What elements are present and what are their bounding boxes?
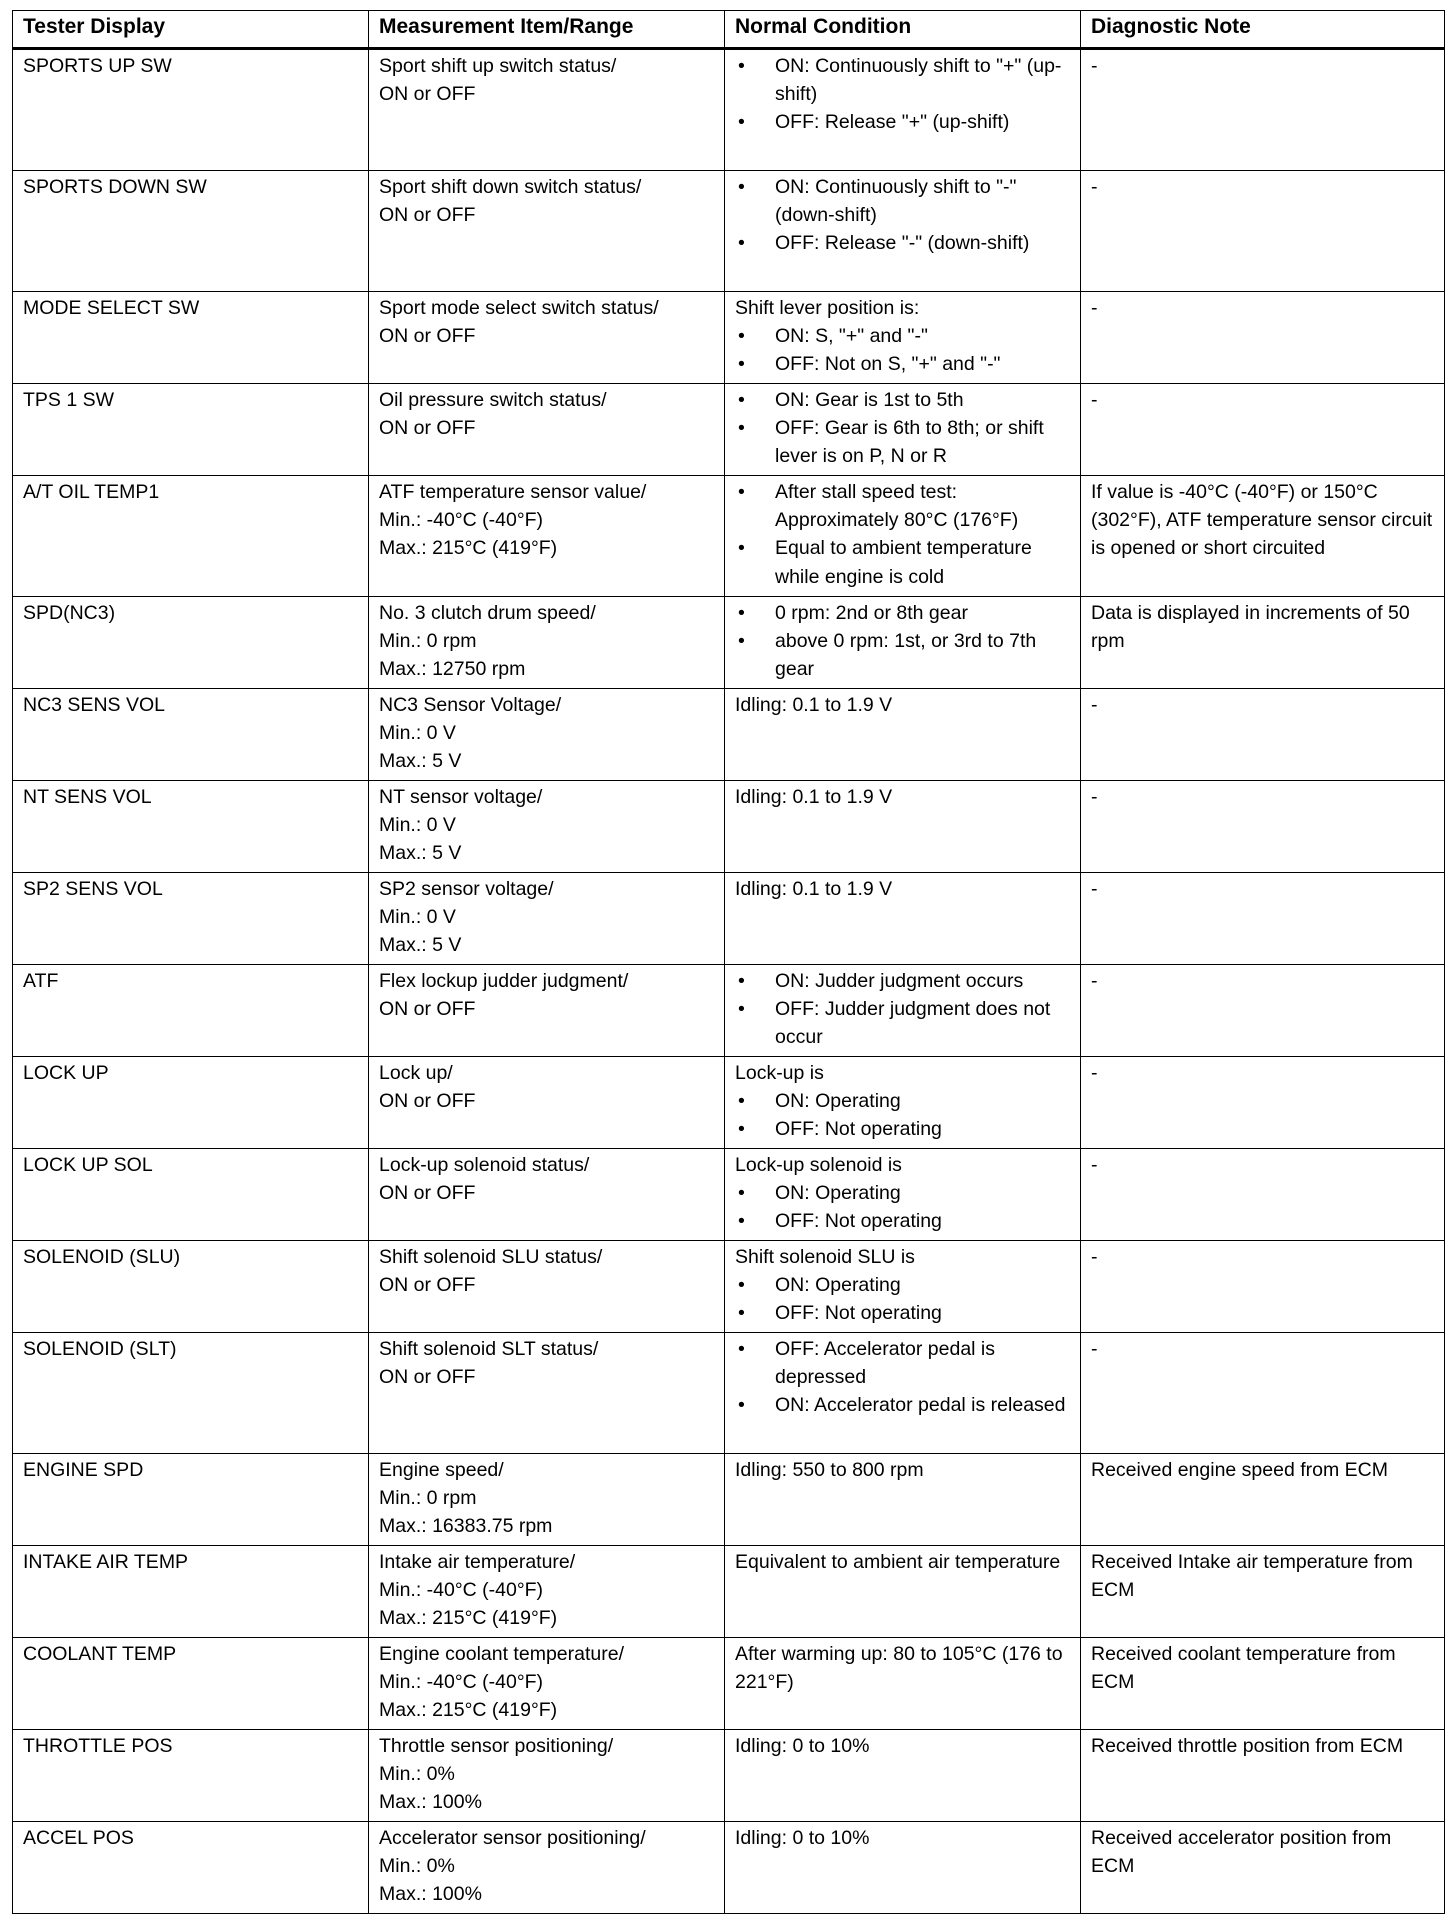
measurement-line: Max.: 215°C (419°F) [379, 1607, 558, 1630]
condition-list [735, 1271, 1073, 1327]
tester-display-cell: A/T OIL TEMP1 [13, 476, 369, 597]
diagnostic-note-cell: Received Intake air temperature from ECM [1081, 1546, 1445, 1638]
condition-item [735, 350, 1073, 378]
tester-display-cell: NC3 SENS VOL [13, 689, 369, 781]
data-list-table [12, 10, 1445, 1914]
normal-condition-cell [725, 1822, 1081, 1914]
condition-text: OFF: Not operating [775, 1210, 942, 1233]
diagnostic-note-cell: - [1081, 384, 1445, 476]
header-diagnostic-note: Diagnostic Note [1081, 11, 1445, 49]
normal-condition-cell [725, 1333, 1081, 1454]
measurement-line: Engine speed/ [379, 1459, 504, 1481]
measurement-cell [369, 1822, 725, 1914]
tester-display-cell: LOCK UP SOL [13, 1149, 369, 1241]
diagnostic-note-cell: - [1081, 1241, 1445, 1333]
header-tester-display: Tester Display [13, 11, 369, 49]
table-row [13, 292, 1445, 384]
measurement-line: ON or OFF [379, 1090, 476, 1113]
measurement-line: Min.: 0 V [379, 722, 456, 745]
condition-intro: Equivalent to ambient air temperature [735, 1551, 1061, 1573]
table-row [13, 1638, 1445, 1730]
measurement-line: Min.: -40°C (-40°F) [379, 1579, 544, 1602]
measurement-line: Min.: -40°C (-40°F) [379, 1671, 544, 1694]
measurement-cell [369, 1241, 725, 1333]
bullet-glyph: • [738, 325, 745, 348]
measurement-line: Min.: 0 V [379, 814, 456, 837]
condition-item [735, 1299, 1073, 1327]
table-row [13, 1730, 1445, 1822]
bullet-glyph: • [738, 1302, 745, 1325]
diagnostic-note-cell: If value is -40°C (-40°F) or 150°C (302°F), ATF temperature sensor circuit is opened or short circuited [1081, 476, 1445, 597]
condition-intro: Shift lever position is: [735, 297, 920, 319]
condition-text: ON: Continuously shift to "+" (up-shift) [775, 55, 1062, 106]
condition-text: ON: Accelerator pedal is released [775, 1394, 1066, 1417]
condition-list [735, 386, 1073, 471]
bullet-glyph: • [738, 1338, 745, 1360]
normal-condition-cell [725, 1546, 1081, 1638]
measurement-line: Max.: 215°C (419°F) [379, 1699, 558, 1722]
condition-text: Equal to ambient temperature while engine is cold [775, 537, 1032, 588]
measurement-cell [369, 1730, 725, 1822]
tester-display-cell: MODE SELECT SW [13, 292, 369, 384]
condition-text: After stall speed test: Approximately 80°C (176°F) [775, 481, 1019, 532]
measurement-line: Min.: 0 rpm [379, 630, 477, 653]
header-measurement-item: Measurement Item/Range [369, 11, 725, 49]
diagnostic-note-cell: Received engine speed from ECM [1081, 1454, 1445, 1546]
condition-intro: Idling: 0.1 to 1.9 V [735, 694, 893, 716]
measurement-line: ON or OFF [379, 204, 476, 227]
measurement-line: No. 3 clutch drum speed/ [379, 602, 596, 624]
normal-condition-cell [725, 292, 1081, 384]
bullet-glyph: • [738, 602, 745, 624]
measurement-cell [369, 781, 725, 873]
condition-list [735, 478, 1073, 591]
condition-intro: Lock-up is [735, 1062, 824, 1084]
condition-text: ON: S, "+" and "-" [775, 325, 928, 348]
table-row [13, 384, 1445, 476]
measurement-line: Max.: 215°C (419°F) [379, 537, 558, 560]
tester-display-cell: TPS 1 SW [13, 384, 369, 476]
condition-text: OFF: Not operating [775, 1302, 942, 1325]
tester-display-cell: SPORTS DOWN SW [13, 171, 369, 292]
measurement-line: Min.: 0% [379, 1763, 455, 1786]
bullet-glyph: • [738, 1394, 745, 1417]
diagnostic-note-cell: - [1081, 781, 1445, 873]
condition-list [735, 967, 1073, 1052]
tester-display-cell: ATF [13, 965, 369, 1057]
condition-item [735, 322, 1073, 350]
condition-item [735, 478, 1073, 534]
normal-condition-cell [725, 1241, 1081, 1333]
table-row [13, 476, 1445, 597]
tester-display-cell: SPD(NC3) [13, 597, 369, 689]
bullet-glyph: • [738, 481, 745, 503]
measurement-line: Sport shift up switch status/ [379, 55, 617, 77]
condition-text: OFF: Not operating [775, 1118, 942, 1141]
condition-text: OFF: Gear is 6th to 8th; or shift lever is on P, N or R [775, 417, 1044, 468]
measurement-line: Accelerator sensor positioning/ [379, 1827, 646, 1849]
table-header-row [13, 11, 1445, 49]
diagnostic-note-cell: - [1081, 49, 1445, 171]
diagnostic-note-cell: Received coolant temperature from ECM [1081, 1638, 1445, 1730]
measurement-line: Max.: 5 V [379, 750, 462, 773]
measurement-cell [369, 1638, 725, 1730]
condition-item [735, 229, 1073, 257]
measurement-cell [369, 689, 725, 781]
measurement-line: Sport mode select switch status/ [379, 297, 659, 319]
table-row [13, 1546, 1445, 1638]
bullet-glyph: • [738, 970, 745, 992]
normal-condition-cell [725, 873, 1081, 965]
condition-list [735, 52, 1073, 137]
condition-text: OFF: Judder judgment does not occur [775, 998, 1051, 1049]
measurement-line: Flex lockup judder judgment/ [379, 970, 629, 992]
bullet-glyph: • [738, 1090, 745, 1113]
diagnostic-note-cell: - [1081, 1057, 1445, 1149]
tester-display-cell: SOLENOID (SLT) [13, 1333, 369, 1454]
normal-condition-cell [725, 171, 1081, 292]
condition-intro: Idling: 0.1 to 1.9 V [735, 786, 893, 808]
condition-text: ON: Operating [775, 1182, 901, 1205]
diagnostic-note-cell: - [1081, 689, 1445, 781]
condition-list [735, 599, 1073, 684]
table-row [13, 689, 1445, 781]
data-list-table-sheet [12, 10, 1444, 1914]
measurement-line: ON or OFF [379, 325, 476, 348]
tester-display-cell: ENGINE SPD [13, 1454, 369, 1546]
condition-list [735, 1087, 1073, 1143]
measurement-line: NC3 Sensor Voltage/ [379, 694, 562, 716]
normal-condition-cell [725, 1730, 1081, 1822]
measurement-line: Min.: 0 rpm [379, 1487, 477, 1510]
condition-intro: Idling: 0 to 10% [735, 1827, 870, 1849]
condition-intro: Idling: 550 to 800 rpm [735, 1459, 924, 1481]
tester-display-cell: SP2 SENS VOL [13, 873, 369, 965]
condition-intro: Idling: 0 to 10% [735, 1735, 870, 1757]
measurement-line: ON or OFF [379, 1182, 476, 1205]
tester-display-cell: SOLENOID (SLU) [13, 1241, 369, 1333]
normal-condition-cell [725, 384, 1081, 476]
bullet-glyph: • [738, 232, 745, 255]
condition-text: ON: Judder judgment occurs [775, 970, 1024, 992]
bullet-glyph: • [738, 537, 745, 560]
measurement-line: Shift solenoid SLT status/ [379, 1338, 599, 1360]
condition-list [735, 322, 1073, 378]
table-row [13, 1057, 1445, 1149]
measurement-cell [369, 476, 725, 597]
bullet-glyph: • [738, 389, 745, 411]
table-row [13, 171, 1445, 292]
bullet-glyph: • [738, 111, 745, 134]
diagnostic-note-cell: Received throttle position from ECM [1081, 1730, 1445, 1822]
measurement-line: Sport shift down switch status/ [379, 176, 642, 198]
normal-condition-cell [725, 49, 1081, 171]
bullet-glyph: • [738, 630, 745, 653]
diagnostic-note-cell: - [1081, 873, 1445, 965]
bullet-glyph: • [738, 176, 745, 198]
condition-item [735, 1207, 1073, 1235]
normal-condition-cell [725, 1057, 1081, 1149]
measurement-cell [369, 873, 725, 965]
condition-text: ON: Operating [775, 1090, 901, 1113]
diagnostic-note-cell: - [1081, 965, 1445, 1057]
measurement-cell [369, 171, 725, 292]
condition-intro: Lock-up solenoid is [735, 1154, 902, 1176]
measurement-line: ON or OFF [379, 1274, 476, 1297]
measurement-line: SP2 sensor voltage/ [379, 878, 554, 900]
bullet-glyph: • [738, 1210, 745, 1233]
condition-item [735, 386, 1073, 414]
measurement-line: ON or OFF [379, 83, 476, 106]
measurement-line: Max.: 16383.75 rpm [379, 1515, 553, 1538]
normal-condition-cell [725, 1454, 1081, 1546]
normal-condition-cell [725, 476, 1081, 597]
condition-item [735, 108, 1073, 136]
condition-item [735, 627, 1073, 683]
condition-item [735, 52, 1073, 108]
measurement-line: Max.: 100% [379, 1883, 482, 1906]
measurement-line: Max.: 100% [379, 1791, 482, 1814]
condition-text: OFF: Not on S, "+" and "-" [775, 353, 1001, 376]
measurement-line: Max.: 12750 rpm [379, 658, 526, 681]
bullet-glyph: • [738, 998, 745, 1021]
measurement-cell [369, 1149, 725, 1241]
condition-item [735, 599, 1073, 627]
table-row [13, 49, 1445, 171]
header-normal-condition: Normal Condition [725, 11, 1081, 49]
measurement-line: Oil pressure switch status/ [379, 389, 607, 411]
table-row [13, 1822, 1445, 1914]
condition-item [735, 173, 1073, 229]
table-row [13, 597, 1445, 689]
normal-condition-cell [725, 689, 1081, 781]
bullet-glyph: • [738, 1274, 745, 1297]
condition-item [735, 414, 1073, 470]
measurement-cell [369, 384, 725, 476]
normal-condition-cell [725, 781, 1081, 873]
condition-item [735, 1179, 1073, 1207]
condition-item [735, 1271, 1073, 1299]
measurement-cell [369, 597, 725, 689]
normal-condition-cell [725, 965, 1081, 1057]
bullet-glyph: • [738, 1118, 745, 1141]
measurement-line: Min.: 0% [379, 1855, 455, 1878]
bullet-glyph: • [738, 55, 745, 77]
measurement-line: ATF temperature sensor value/ [379, 481, 647, 503]
measurement-cell [369, 965, 725, 1057]
measurement-line: Engine coolant temperature/ [379, 1643, 624, 1665]
bullet-glyph: • [738, 353, 745, 376]
measurement-line: ON or OFF [379, 998, 476, 1021]
diagnostic-note-cell: Received accelerator position from ECM [1081, 1822, 1445, 1914]
condition-item [735, 1335, 1073, 1391]
measurement-line: Max.: 5 V [379, 842, 462, 865]
measurement-line: Min.: 0 V [379, 906, 456, 929]
table-row [13, 1241, 1445, 1333]
measurement-line: Max.: 5 V [379, 934, 462, 957]
table-row [13, 781, 1445, 873]
measurement-line: ON or OFF [379, 1366, 476, 1389]
measurement-cell [369, 1546, 725, 1638]
measurement-cell [369, 49, 725, 171]
measurement-line: NT sensor voltage/ [379, 786, 543, 808]
tester-display-cell: COOLANT TEMP [13, 1638, 369, 1730]
diagnostic-note-cell: Data is displayed in increments of 50 rpm [1081, 597, 1445, 689]
measurement-line: Shift solenoid SLU status/ [379, 1246, 603, 1268]
table-body [13, 49, 1445, 1914]
table-row [13, 1149, 1445, 1241]
measurement-cell [369, 1454, 725, 1546]
condition-intro: After warming up: 80 to 105°C (176 to 221°F) [735, 1643, 1063, 1694]
condition-item [735, 1391, 1073, 1419]
normal-condition-cell [725, 597, 1081, 689]
condition-list [735, 1179, 1073, 1235]
table-row [13, 965, 1445, 1057]
measurement-cell [369, 1333, 725, 1454]
measurement-line: Min.: -40°C (-40°F) [379, 509, 544, 532]
table-row [13, 1454, 1445, 1546]
normal-condition-cell [725, 1638, 1081, 1730]
measurement-line: Lock-up solenoid status/ [379, 1154, 590, 1176]
tester-display-cell: SPORTS UP SW [13, 49, 369, 171]
diagnostic-note-cell: - [1081, 171, 1445, 292]
diagnostic-note-cell: - [1081, 1149, 1445, 1241]
tester-display-cell: THROTTLE POS [13, 1730, 369, 1822]
condition-item [735, 534, 1073, 590]
normal-condition-cell [725, 1149, 1081, 1241]
tester-display-cell: NT SENS VOL [13, 781, 369, 873]
bullet-glyph: • [738, 1182, 745, 1205]
table-row [13, 873, 1445, 965]
measurement-line: Intake air temperature/ [379, 1551, 576, 1573]
tester-display-cell: INTAKE AIR TEMP [13, 1546, 369, 1638]
condition-item [735, 1115, 1073, 1143]
condition-list [735, 1335, 1073, 1420]
condition-text: OFF: Release "-" (down-shift) [775, 232, 1030, 255]
condition-text: ON: Gear is 1st to 5th [775, 389, 964, 411]
tester-display-cell: LOCK UP [13, 1057, 369, 1149]
condition-text: 0 rpm: 2nd or 8th gear [775, 602, 968, 624]
bullet-glyph: • [738, 417, 745, 440]
condition-text: above 0 rpm: 1st, or 3rd to 7th gear [775, 630, 1037, 681]
condition-list [735, 173, 1073, 258]
diagnostic-note-cell: - [1081, 1333, 1445, 1454]
measurement-line: Lock up/ [379, 1062, 453, 1084]
measurement-cell [369, 292, 725, 384]
condition-item [735, 967, 1073, 995]
condition-intro: Idling: 0.1 to 1.9 V [735, 878, 893, 900]
diagnostic-note-cell: - [1081, 292, 1445, 384]
condition-item [735, 1087, 1073, 1115]
measurement-cell [369, 1057, 725, 1149]
condition-text: ON: Operating [775, 1274, 901, 1297]
table-row [13, 1333, 1445, 1454]
condition-intro: Shift solenoid SLU is [735, 1246, 915, 1268]
condition-text: ON: Continuously shift to "-" (down-shift) [775, 176, 1017, 227]
measurement-line: ON or OFF [379, 417, 476, 440]
measurement-line: Throttle sensor positioning/ [379, 1735, 614, 1757]
tester-display-cell: ACCEL POS [13, 1822, 369, 1914]
condition-text: OFF: Accelerator pedal is depressed [775, 1338, 996, 1389]
condition-item [735, 995, 1073, 1051]
condition-text: OFF: Release "+" (up-shift) [775, 111, 1010, 134]
